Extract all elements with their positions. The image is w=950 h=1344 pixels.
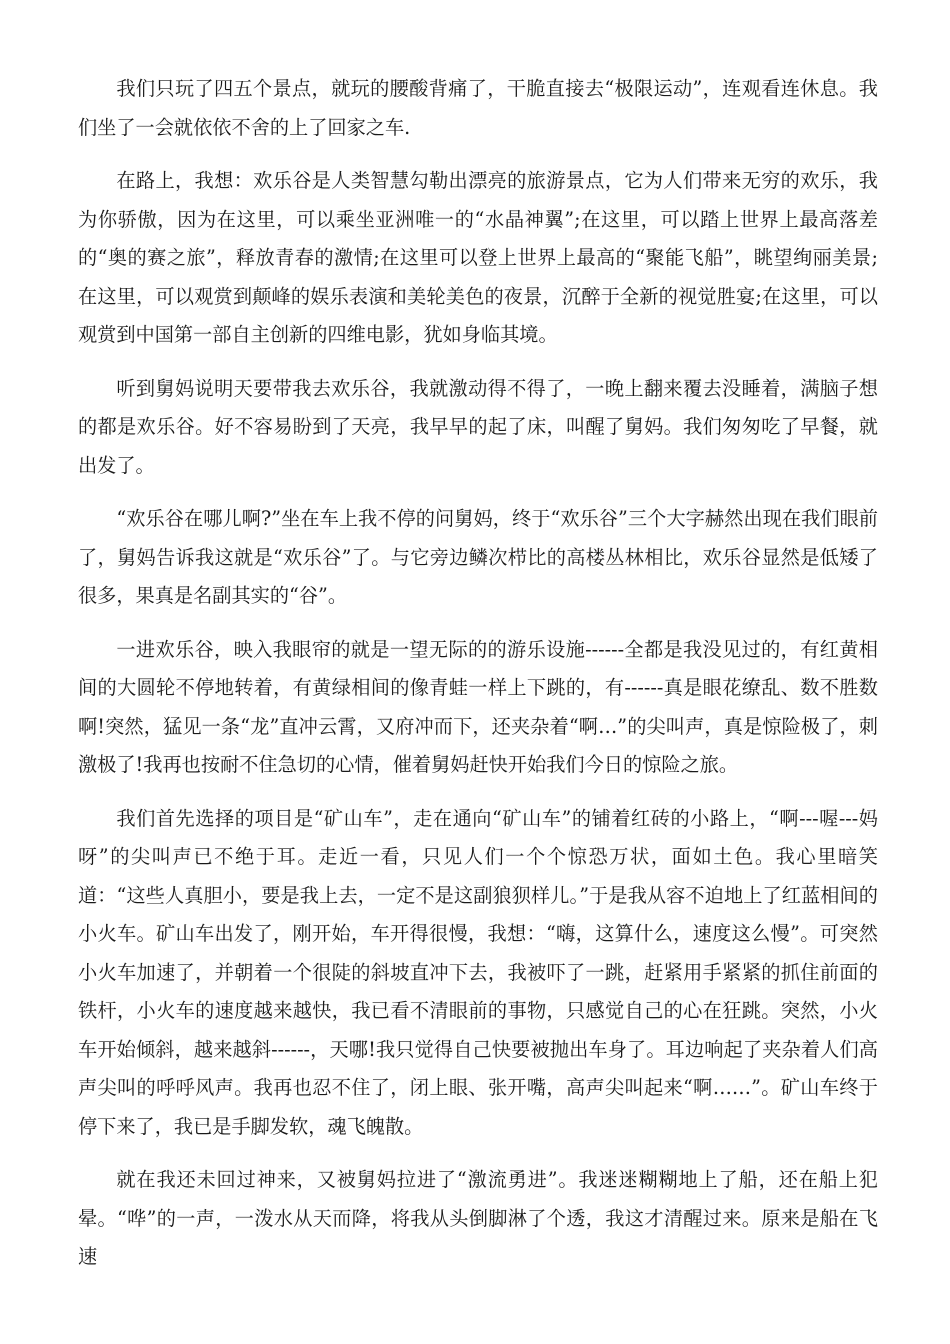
paragraph-3: 听到舅妈说明天要带我去欢乐谷，我就激动得不得了，一晚上翻来覆去没睡着，满脑子想的都是欢乐谷。好不容易盼到了天亮，我早早的起了床，叫醒了舅妈。我们匆匆吃了早餐，就出发了。 xyxy=(78,376,878,477)
document-page xyxy=(78,70,878,1292)
paragraph-5: 一进欢乐谷，映入我眼帘的就是一望无际的的游乐设施------全都是我没见过的，有红黄相间的大圆轮不停地转着，有黄绿相间的像青蛙一样上下跳的，有------真是眼花缭乱、数不胜数啊!突然，猛见一条“龙”直冲云霄，又府冲而下，还夹杂着“啊…”的尖叫声，真是惊险极了，刺激极了!我再也按耐不住急切的心情，催着舅妈赶快开始我们今日的惊险之旅。 xyxy=(78,637,878,776)
paragraph-4: “欢乐谷在哪儿啊?”坐在车上我不停的问舅妈，终于“欢乐谷”三个大字赫然出现在我们眼前了，舅妈告诉我这就是“欢乐谷”了。与它旁边鳞次栉比的高楼丛林相比，欢乐谷显然是低矮了很多，果真是名副其实的“谷”。 xyxy=(78,507,878,607)
paragraph-2: 在路上，我想：欢乐谷是人类智慧勾勒出漂亮的旅游景点，它为人们带来无穷的欢乐，我为你骄傲，因为在这里，可以乘坐亚洲唯一的“水晶神翼”;在这里，可以踏上世界上最高落差的“奥的赛之旅”，释放青春的激情;在这里可以登上世界上最高的“聚能飞船”，眺望绚丽美景;在这里，可以观赏到颠峰的娱乐表演和美轮美色的夜景，沉醉于全新的视觉胜宴;在这里，可以观赏到中国第一部自主创新的四维电影，犹如身临其境。 xyxy=(78,169,878,346)
paragraph-1: 我们只玩了四五个景点，就玩的腰酸背痛了，干脆直接去“极限运动”，连观看连休息。我们坐了一会就依依不舍的上了回家之车. xyxy=(78,77,878,139)
paragraph-6: 我们首先选择的项目是“矿山车”，走在通向“矿山车”的铺着红砖的小路上，“啊---喔---妈呀”的尖叫声已不绝于耳。走近一看，只见人们一个个惊恐万状，面如土色。我心里暗笑道：“这些人真胆小，要是我上去，一定不是这副狼狈样儿。”于是我从容不迫地上了红蓝相间的小火车。矿山车出发了，刚开始，车开得很慢，我想：“嗨，这算什么，速度这么慢”。可突然小火车加速了，并朝着一个很陡的斜坡直冲下去，我被吓了一跳，赶紧用手紧紧的抓住前面的铁杆，小火车的速度越来越快，我已看不清眼前的事物，只感觉自己的心在狂跳。突然，小火车开始倾斜，越来越斜------，天哪!我只觉得自己快要被抛出车身了。耳边响起了夹杂着人们高声尖叫的呼呼风声。我再也忍不住了，闭上眼、张开嘴，高声尖叫起来“啊……”。矿山车终于停下来了，我已是手脚发软，魂飞魄散。 xyxy=(78,806,878,1138)
paragraph-7: 就在我还未回过神来，又被舅妈拉进了“激流勇进”。我迷迷糊糊地上了船，还在船上犯晕。“哗”的一声，一泼水从天而降，将我从头倒脚淋了个透，我这才清醒过来。原来是船在飞速 xyxy=(78,1168,878,1268)
